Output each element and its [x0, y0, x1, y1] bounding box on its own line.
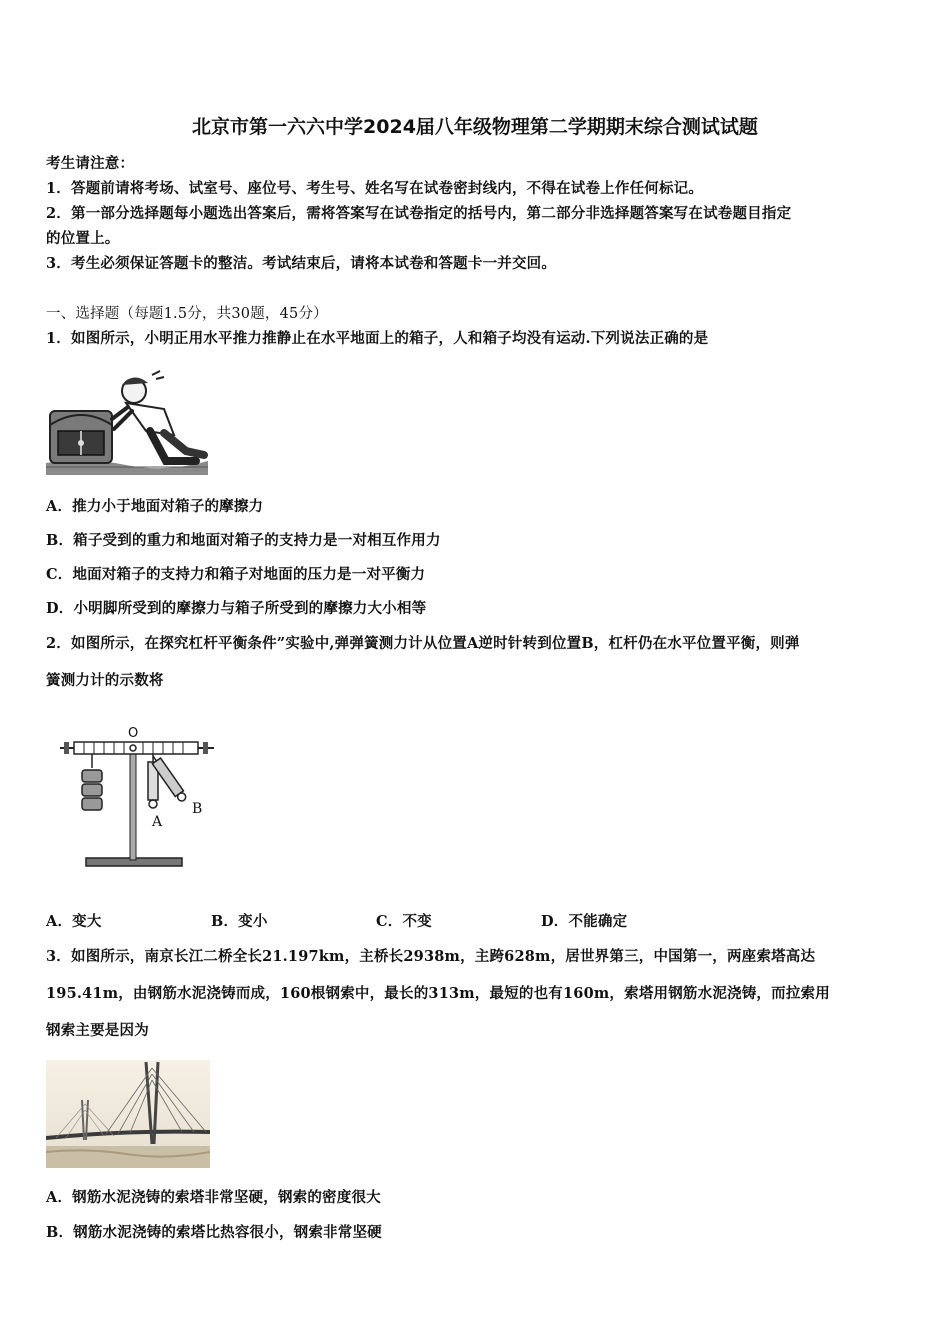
question-2-stem: 2．如图所示，在探究杠杆平衡条件”实验中,弹弹簧测力计从位置A逆时针转到位置B，杠杆仍在水平位置平衡，则弹 — [46, 635, 800, 652]
pivot-label: O — [128, 726, 139, 741]
notice-item: 的位置上。 — [46, 230, 120, 247]
notice-heading: 考生请注意： — [46, 155, 135, 172]
question-2-stem-cont: 簧测力计的示数将 — [46, 672, 164, 689]
question-1-option-d: D．小明脚所受到的摩擦力与箱子所受到的摩擦力大小相等 — [46, 600, 427, 617]
question-2-option-b: B．变小 — [211, 913, 268, 930]
position-b-label: B — [192, 801, 203, 817]
question-2-option-c: C．不变 — [376, 913, 432, 930]
question-2-option-d: D．不能确定 — [541, 913, 628, 930]
question-3-stem: 3．如图所示，南京长江二桥全长21.197km，主桥长2938m，主跨628m，居世界第三，中国第一，两座索塔高达 — [46, 948, 816, 965]
question-1-option-c: C．地面对箱子的支持力和箱子对地面的压力是一对平衡力 — [46, 566, 426, 583]
page-title: 北京市第一六六中学2024届八年级物理第二学期期末综合测试试题 — [192, 116, 758, 138]
question-2-option-a: A．变大 — [46, 913, 102, 930]
position-a-label: A — [152, 814, 163, 830]
question-3-option-a: A．钢筋水泥浇铸的索塔非常坚硬，钢索的密度很大 — [46, 1189, 381, 1206]
question-3-bridge-photo — [46, 1060, 210, 1168]
section-heading: 一、选择题（每题1.5分，共30题，45分） — [46, 306, 328, 322]
question-3-stem-cont: 195.41m，由钢筋水泥浇铸而成，160根钢索中，最长的313m，最短的也有160m，索塔用钢筋水泥浇铸，而拉索用 — [46, 985, 830, 1002]
question-1-stem: 1．如图所示，小明正用水平推力推静止在水平地面上的箱子，人和箱子均没有运动.下列说法正确的是 — [46, 330, 709, 347]
question-2-lever-figure — [56, 722, 218, 872]
notice-item: 1．答题前请将考场、试室号、座位号、考生号、姓名写在试卷密封线内，不得在试卷上作任何标记。 — [46, 180, 704, 197]
notice-item: 2．第一部分选择题每小题选出答案后，需将答案写在试卷指定的括号内，第二部分非选择题答案写在试卷题目指定 — [46, 205, 792, 222]
question-1-option-b: B．箱子受到的重力和地面对箱子的支持力是一对相互作用力 — [46, 532, 441, 549]
question-1-option-a: A．推力小于地面对箱子的摩擦力 — [46, 498, 264, 515]
question-3-option-b: B．钢筋水泥浇铸的索塔比热容很小，钢索非常坚硬 — [46, 1224, 382, 1241]
question-1-figure — [46, 365, 208, 475]
notice-item: 3．考生必须保证答题卡的整洁。考试结束后，请将本试卷和答题卡一并交回。 — [46, 255, 557, 272]
question-3-stem-cont: 钢索主要是因为 — [46, 1022, 149, 1039]
